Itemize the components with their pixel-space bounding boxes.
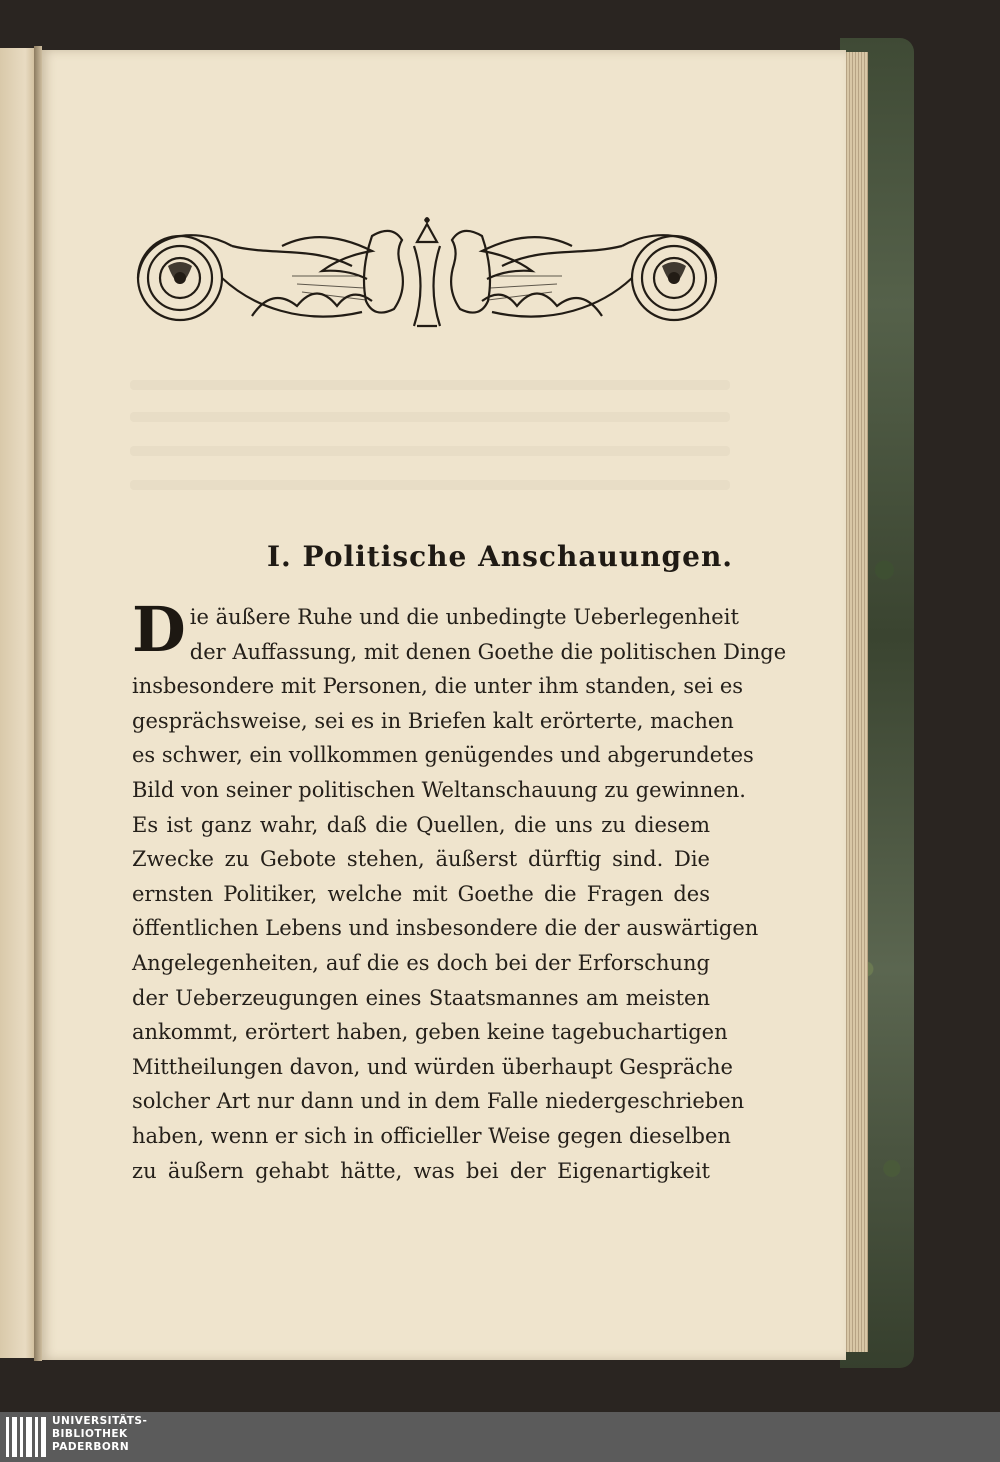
library-footer bbox=[0, 1412, 1000, 1462]
text-line: es schwer, ein vollkommen genügendes und abgerundetes bbox=[132, 743, 754, 768]
text-line: haben, wenn er sich in officieller Weise gegen dieselben bbox=[132, 1123, 731, 1148]
left-page-edge bbox=[0, 48, 37, 1358]
text-line: der Auffassung, mit denen Goethe die politischen Dinge bbox=[189, 639, 787, 664]
body-text bbox=[132, 593, 787, 1188]
library-logo-text bbox=[52, 1415, 147, 1454]
logo-line: PADERBORN bbox=[52, 1441, 130, 1453]
drop-cap: D bbox=[132, 593, 186, 666]
logo-line: UNIVERSITÄTS- bbox=[52, 1415, 148, 1427]
bleed-through bbox=[130, 480, 730, 490]
ornamental-vignette-icon bbox=[132, 216, 722, 342]
bleed-through bbox=[130, 380, 730, 390]
text-line: Angelegenheiten, auf die es doch bei der Erforschung bbox=[132, 950, 710, 975]
text-line: ernsten Politiker, welche mit Goethe die Fragen des bbox=[132, 881, 710, 906]
library-logo-icon bbox=[6, 1417, 48, 1457]
chapter-title: I. Politische Anschauungen. bbox=[266, 540, 734, 573]
text-line: insbesondere mit Personen, die unter ihm standen, sei es bbox=[132, 674, 744, 699]
text-line: zu äußern gehabt hätte, was bei der Eigenartigkeit bbox=[132, 1158, 710, 1183]
bleed-through bbox=[130, 412, 730, 422]
text-line: Mittheilungen davon, und würden überhaupt Gespräche bbox=[132, 1054, 733, 1079]
text-line: gesprächsweise, sei es in Briefen kalt erörterte, machen bbox=[132, 708, 734, 733]
text-line: solcher Art nur dann und in dem Falle niedergeschrieben bbox=[132, 1089, 745, 1114]
gutter bbox=[34, 46, 42, 1361]
text-line: Bild von seiner politischen Weltanschauung zu gewinnen. bbox=[132, 777, 746, 802]
text-line: ie äußere Ruhe und die unbedingte Ueberlegenheit bbox=[189, 605, 739, 629]
bleed-through bbox=[130, 446, 730, 456]
text-line: Es ist ganz wahr, daß die Quellen, die uns zu diesem bbox=[132, 812, 710, 837]
text-line: der Ueberzeugungen eines Staatsmannes am meisten bbox=[132, 985, 710, 1010]
text-line: Zwecke zu Gebote stehen, äußerst dürftig sind. Die bbox=[132, 847, 710, 872]
text-line: ankommt, erörtert haben, geben keine tagebuchartigen bbox=[132, 1020, 728, 1045]
text-line: öffentlichen Lebens und insbesondere die der auswärtigen bbox=[132, 916, 759, 941]
logo-line: BIBLIOTHEK bbox=[52, 1428, 128, 1440]
